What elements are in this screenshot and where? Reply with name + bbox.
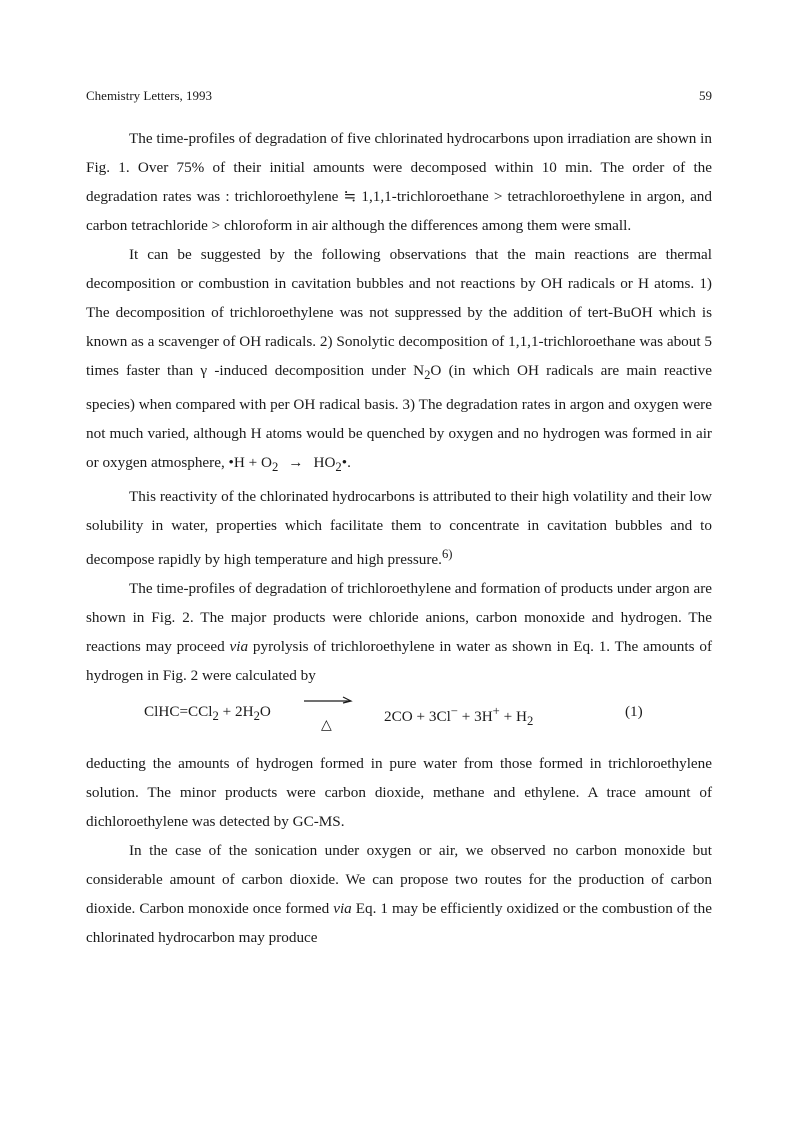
equation-reactants: ClHC=CCl$_2$ + $2H_2O$	[144, 703, 271, 724]
paragraph-3: This reactivity of the chlorinated hydrocarbons is attributed to their high volatility and their low solubility in water, properties which facilitate them to concentrate in cavitation bubbles and to decompose rapidly by high temperature and high pressure.$^{6)}$	[86, 488, 712, 569]
paragraph-1: The time-profiles of degradation of five chlorinated hydrocarbons upon irradiation are shown in Fig. 1. Over 75% of their initial amounts were decomposed within 10 min. The order of the degradation rates was : trichloroethylene ≒ 1,1,1-trichloroethane > tetrachloroethylene in argon, and carbon tetrachloride > chloroform in air although the differences among them were small.	[86, 130, 712, 234]
citation-ref: 6)	[441, 547, 453, 562]
heat-delta-symbol: △	[321, 718, 332, 734]
paragraph-5: deducting the amounts of hydrogen formed in pure water from those formed in trichloroethylene solution. The minor products were carbon dioxide, methane and ethylene. A trace amount of dichloroethylene was detected by GC-MS.	[86, 755, 712, 831]
equation-arrow-icon	[304, 695, 354, 707]
page-number: 59	[699, 88, 712, 103]
paragraph-2: It can be suggested by the following observations that the main reactions are thermal decomposition or combustion in cavitation bubbles and not reactions by OH radicals or H atoms. 1) The decomposition of trichloroethylene was not suppressed by the addition of tert-BuOH which is known as a scavenger of OH radicals. 2) Sonolytic decomposition of 1,1,1-trichloroethane was about 5 times faster than γ -induced decomposition under $N_2O$ (in which OH radicals are main reactive species) when compared with per OH radical basis. 3) The degradation rates in argon and oxygen were not much varied, although H atoms would be quenched by oxygen and no hydrogen was formed in air or oxygen atmosphere, •H + $O_2$ → $HO_2•$.	[86, 246, 712, 475]
journal-name: Chemistry Letters, 1993	[86, 88, 213, 103]
equation-products: $2CO + 3Cl^- + 3H^+ + H_2$	[384, 704, 534, 729]
running-header	[86, 88, 712, 108]
equation-number: (1)	[625, 703, 643, 721]
reaction-arrow: →	[288, 454, 304, 472]
paragraph-4: The time-profiles of degradation of trichloroethylene and formation of products under argon are shown in Fig. 2. The major products were chloride anions, carbon monoxide and hydrogen. The reactions may proceed via pyrolysis of trichloroethylene in water as shown in Eq. 1. The amounts of hydrogen in Fig. 2 were calculated by	[86, 580, 712, 685]
equation-1	[86, 691, 712, 749]
paragraph-6: In the case of the sonication under oxygen or air, we observed no carbon monoxide but considerable amount of carbon dioxide. We can propose two routes for the production of carbon dioxide. Carbon monoxide once formed via Eq. 1 may be efficiently oxidized or the combustion of the chlorinated hydrocarbon may produce	[86, 842, 712, 947]
article-body	[86, 124, 712, 952]
